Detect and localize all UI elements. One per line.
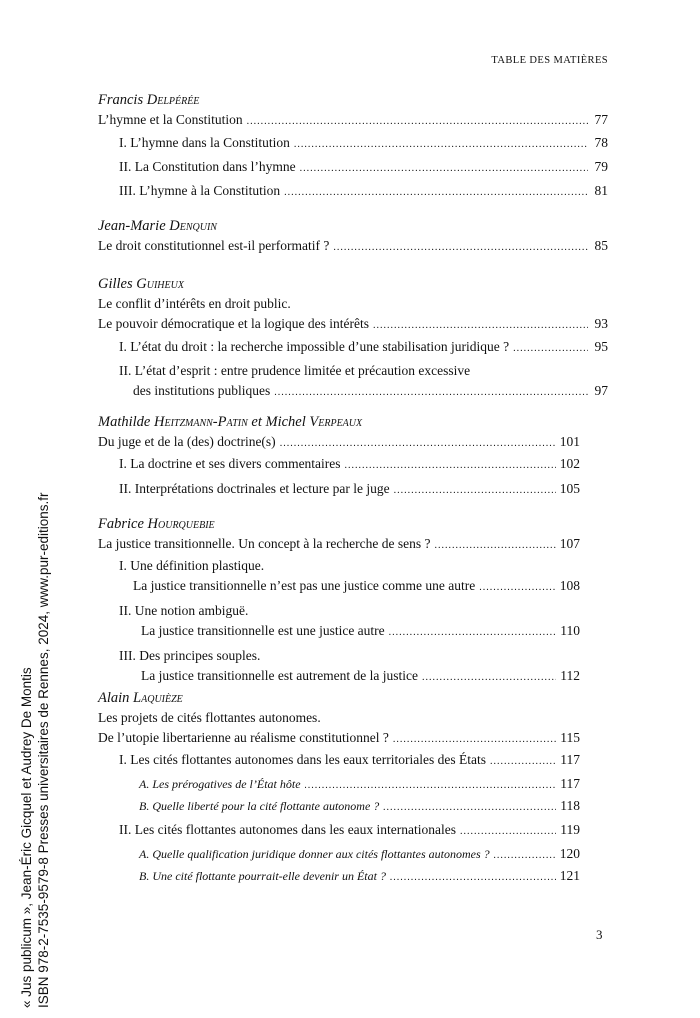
entry-page: 118 <box>560 798 580 813</box>
toc-entry[interactable] <box>98 381 608 403</box>
toc-entry[interactable] <box>98 820 580 842</box>
side-copyright-notice <box>18 28 52 1008</box>
author2-first-name: Michel <box>265 414 306 430</box>
author-name <box>98 90 608 110</box>
entry-page: 119 <box>560 822 580 837</box>
toc-entry[interactable] <box>98 454 580 476</box>
entry-title: Le pouvoir démocratique et la logique des intérêts <box>98 316 370 331</box>
entry-page: 112 <box>560 668 580 683</box>
entry-title: III. L’hymne à la Constitution <box>119 183 281 198</box>
entry-title: I. La doctrine et ses divers commentaires <box>119 456 341 471</box>
toc-entry[interactable] <box>98 750 580 772</box>
author-name <box>98 688 608 708</box>
entry-page: 78 <box>594 135 608 150</box>
author-first-name: Francis <box>98 92 144 108</box>
author-last-name: Hourquebie <box>147 516 215 532</box>
toc-entry[interactable] <box>98 796 580 818</box>
toc-entry-title-continued: II. L’état d’esprit : entre prudence limitée et précaution excessive <box>119 363 471 378</box>
author-name <box>98 216 608 236</box>
entry-page: 117 <box>560 752 580 767</box>
toc-entry[interactable] <box>98 157 608 179</box>
entry-page: 105 <box>559 481 580 496</box>
toc-entry[interactable] <box>98 534 580 556</box>
author-name <box>98 514 608 534</box>
entry-title: I. L’hymne dans la Constitution <box>119 135 290 150</box>
author-last-name: Guiheux <box>136 276 184 292</box>
toc-entry[interactable] <box>98 774 580 796</box>
toc-section <box>98 216 608 258</box>
toc-entry[interactable] <box>98 866 580 888</box>
entry-title: La justice transitionnelle est une justice autre <box>141 623 385 638</box>
entry-page: 81 <box>594 183 608 198</box>
toc-entry-title-continued: Les projets de cités flottantes autonomes. <box>98 710 321 725</box>
author-first-name: Gilles <box>98 276 133 292</box>
toc-entry-title-continued: III. Des principes souples. <box>119 648 261 663</box>
toc-section <box>98 514 608 688</box>
entry-title: A. Quelle qualification juridique donner aux cités flottantes autonomes ? <box>139 847 490 861</box>
entry-page: 108 <box>559 578 580 593</box>
toc-entry-title-continued: Le conflit d’intérêts en droit public. <box>98 296 291 311</box>
author-name <box>98 274 608 294</box>
toc-section <box>98 274 608 403</box>
entry-title: Le droit constitutionnel est-il performatif ? <box>98 238 330 253</box>
author-last-name: Denquin <box>169 218 217 234</box>
entry-title: De l’utopie libertarienne au réalisme constitutionnel ? <box>98 730 389 745</box>
toc-entry[interactable] <box>98 479 580 501</box>
entry-title: II. Interprétations doctrinales et lecture par le juge <box>119 481 390 496</box>
entry-title: Du juge et de la (des) doctrine(s) <box>98 434 276 449</box>
toc-section <box>98 90 608 203</box>
toc-entry[interactable] <box>98 337 608 359</box>
author-last-name: Delpérée <box>146 92 200 108</box>
entry-title: La justice transitionnelle est autrement de la justice <box>141 668 419 683</box>
entry-title: II. Les cités flottantes autonomes dans les eaux internationales <box>119 822 457 837</box>
entry-title: des institutions publiques <box>133 383 271 398</box>
entry-title: La justice transitionnelle n’est pas une justice comme une autre <box>133 578 476 593</box>
toc-section <box>98 688 608 888</box>
author-first-name: Fabrice <box>98 516 144 532</box>
toc-entry[interactable] <box>106 621 580 643</box>
author2-last-name: Verpeaux <box>309 414 363 430</box>
entry-page: 102 <box>559 456 580 471</box>
side-copyright-line-1: « Jus publicum », Jean-Éric Gicquel et Audrey De Montis <box>19 667 34 1008</box>
page-number: 3 <box>596 927 603 942</box>
entry-page: 79 <box>594 159 608 174</box>
toc-entry[interactable] <box>98 314 608 336</box>
toc-entry[interactable] <box>98 110 608 132</box>
toc-entry[interactable] <box>106 666 580 688</box>
toc-entry[interactable] <box>98 844 580 866</box>
entry-page: 110 <box>560 623 580 638</box>
entry-page: 85 <box>594 238 608 253</box>
entry-title: B. Quelle liberté pour la cité flottante autonome ? <box>139 799 380 813</box>
entry-page: 101 <box>559 434 580 449</box>
entry-title: B. Une cité flottante pourrait-elle devenir un État ? <box>139 869 386 883</box>
entry-title: A. Les prérogatives de l’État hôte <box>139 777 301 791</box>
toc-section <box>98 412 608 501</box>
entry-page: 121 <box>559 868 580 883</box>
author-last-name: Laquièze <box>133 690 183 706</box>
author-last-name: Heitzmann-Patin <box>153 414 248 430</box>
toc-entry[interactable] <box>98 576 580 598</box>
toc-entry-title-continued: I. Une définition plastique. <box>119 558 265 573</box>
entry-page: 93 <box>594 316 608 331</box>
entry-title: II. La Constitution dans l’hymne <box>119 159 296 174</box>
side-copyright-line-2: ISBN 978-2-7535-9579-8 Presses universitaires de Rennes, 2024, www.pur-editions.fr <box>36 492 51 1008</box>
entry-title: I. Les cités flottantes autonomes dans les eaux territoriales des États <box>119 752 487 767</box>
entry-page: 107 <box>559 536 580 551</box>
entry-page: 77 <box>594 112 608 127</box>
toc-entry[interactable] <box>98 432 580 454</box>
entry-page: 117 <box>560 776 580 791</box>
entry-title: I. L’état du droit : la recherche impossible d’une stabilisation juridique ? <box>119 339 510 354</box>
entry-page: 95 <box>594 339 608 354</box>
toc-entry[interactable] <box>98 236 608 258</box>
author-name <box>98 412 608 432</box>
entry-page: 115 <box>560 730 580 745</box>
author-first-name: Mathilde <box>98 414 151 430</box>
author-first-name: Jean-Marie <box>98 218 166 234</box>
entry-page: 120 <box>559 846 580 861</box>
entry-page: 97 <box>594 383 608 398</box>
running-header: TABLE DES MATIÈRES <box>491 55 608 66</box>
entry-title: La justice transitionnelle. Un concept à la recherche de sens ? <box>98 536 431 551</box>
toc-entry[interactable] <box>98 181 608 203</box>
toc-entry[interactable] <box>98 133 608 155</box>
toc-entry[interactable] <box>98 728 580 750</box>
toc-entry-title-continued: II. Une notion ambiguë. <box>119 603 249 618</box>
entry-title: L’hymne et la Constitution <box>98 112 243 127</box>
author-connector: et <box>251 414 262 430</box>
author-first-name: Alain <box>98 690 130 706</box>
